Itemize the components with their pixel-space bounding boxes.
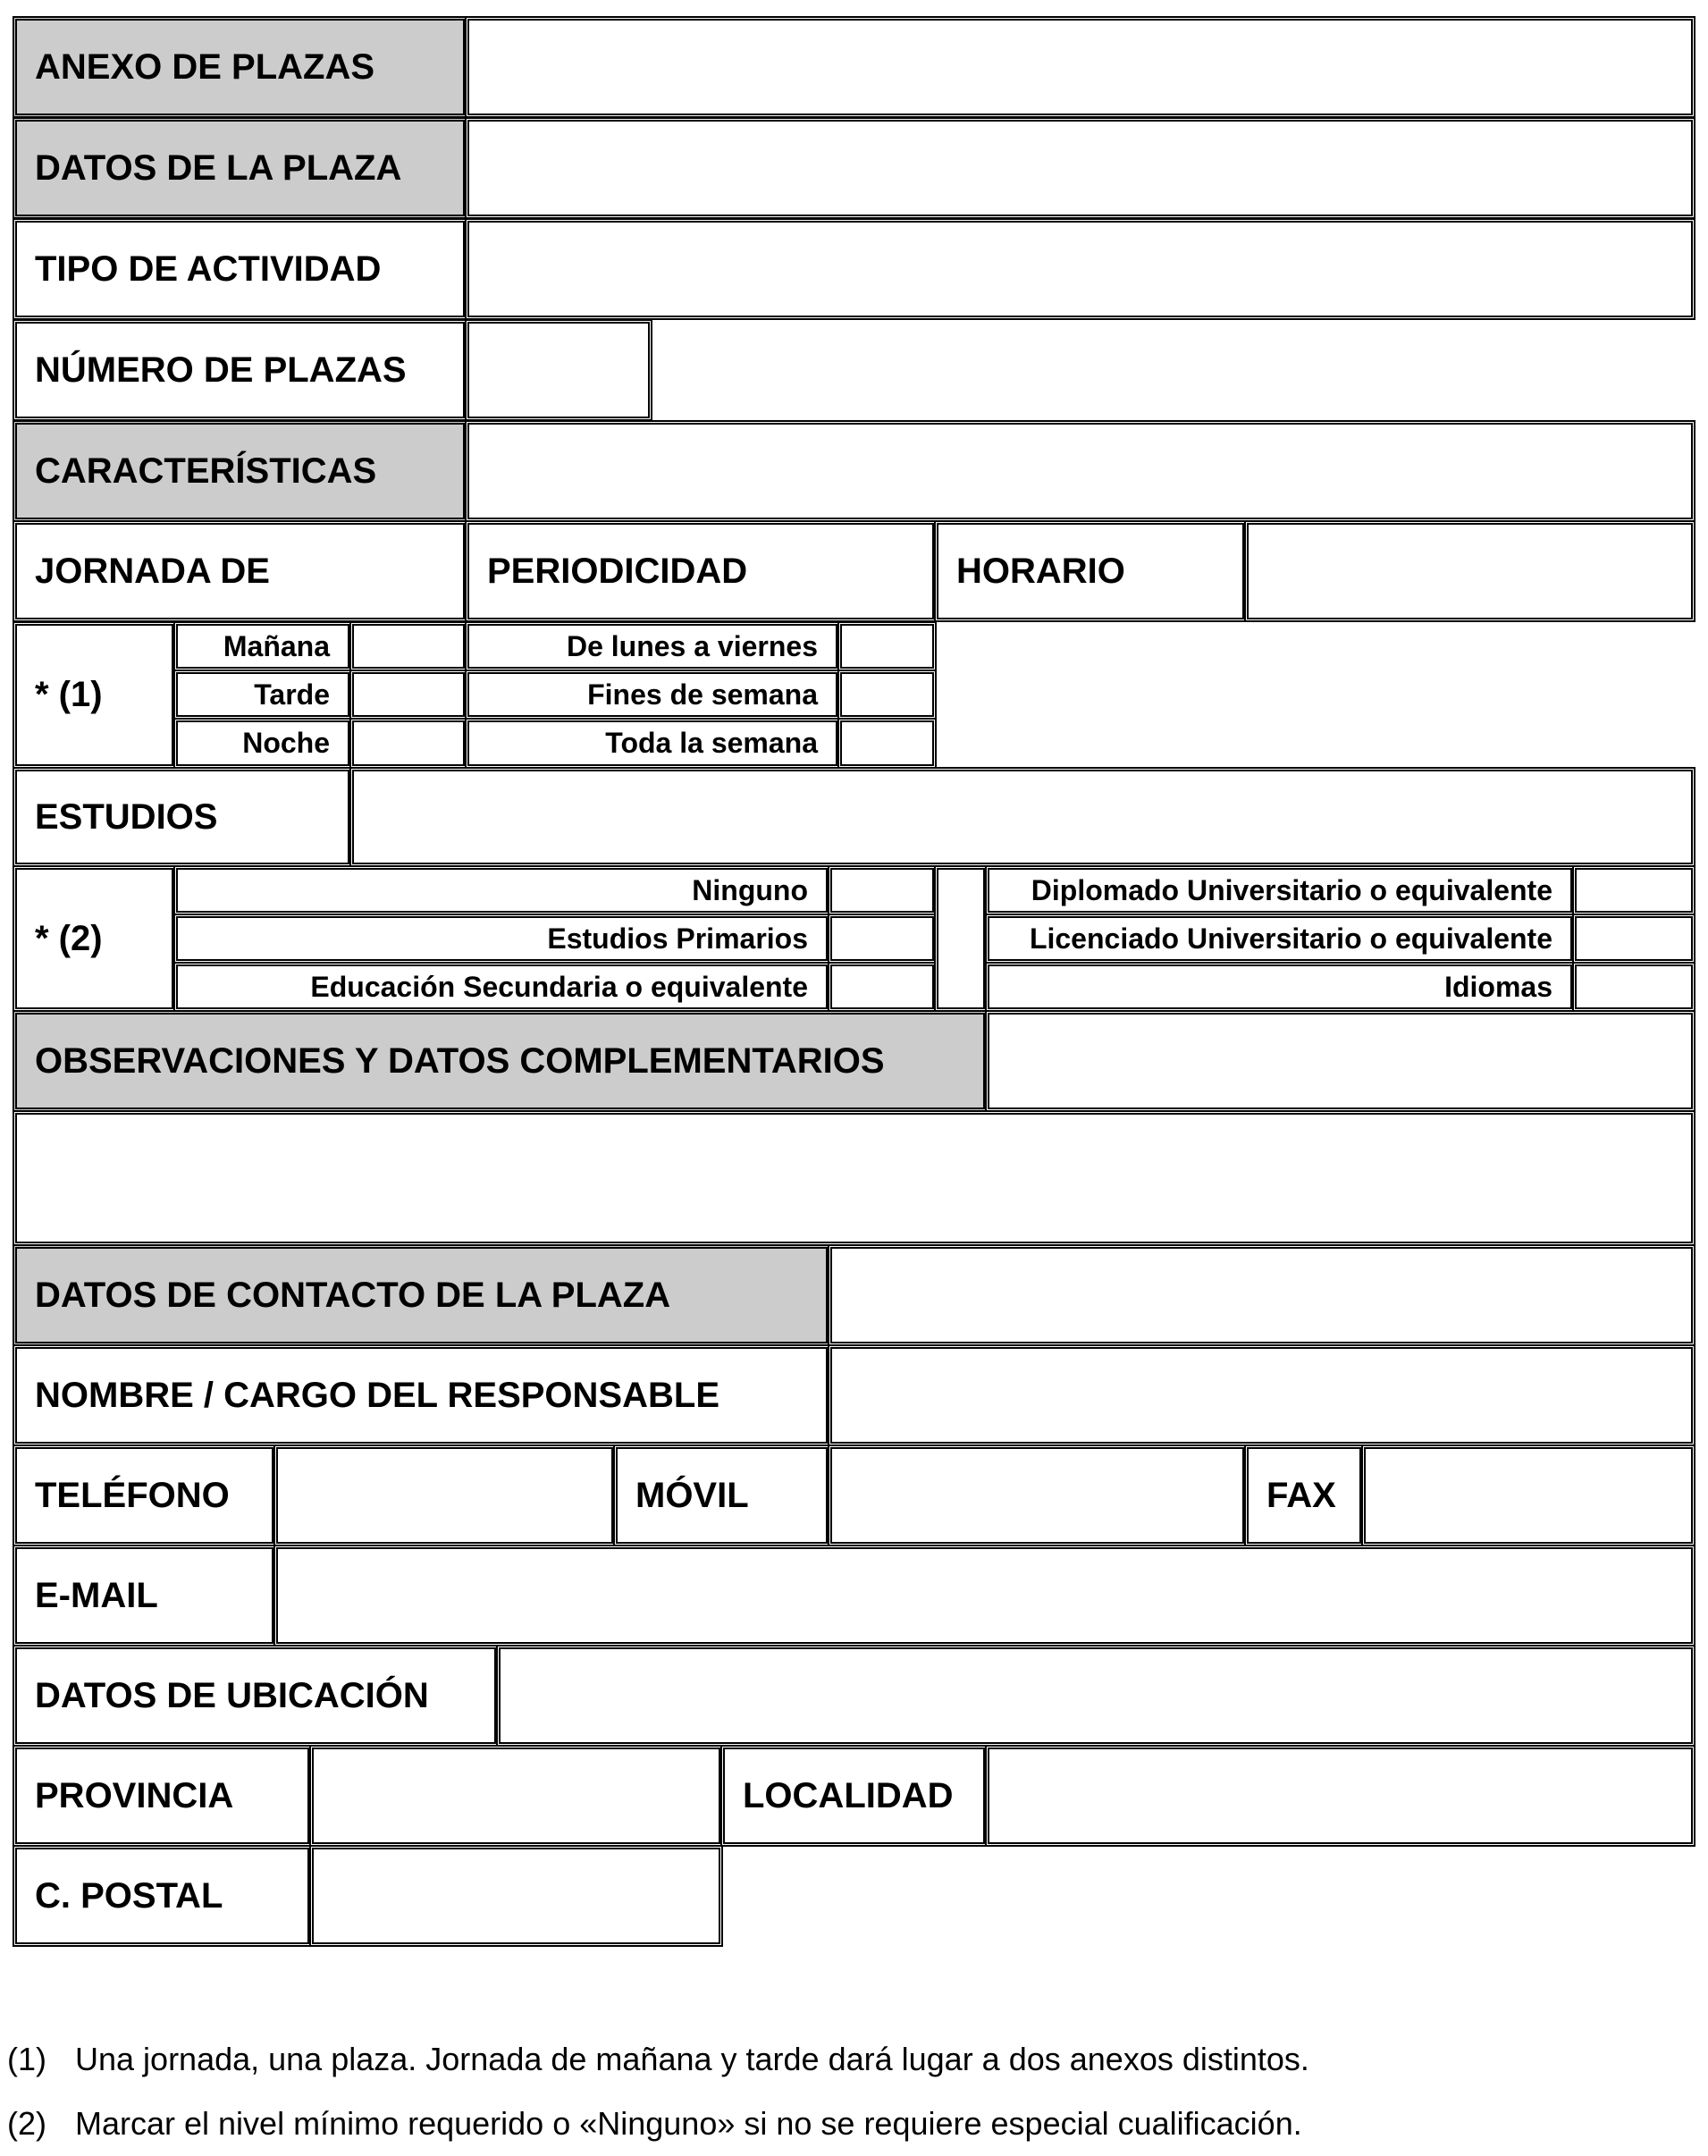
estudios-spacer [934, 865, 988, 1012]
provincia-field[interactable] [309, 1745, 723, 1847]
numero-de-plazas-label: NÚMERO DE PLAZAS [13, 319, 467, 421]
movil-label: MÓVIL [613, 1444, 830, 1546]
periodicidad-header: PERIODICIDAD [465, 520, 937, 622]
tipo-de-actividad-label: TIPO DE ACTIVIDAD [13, 218, 467, 320]
estudios-option-secundaria: Educación Secundaria o equivalente [173, 962, 830, 1012]
datos-contacto-field[interactable] [828, 1244, 1695, 1346]
horario-header: HORARIO [934, 520, 1247, 622]
anexo-de-plazas-label: ANEXO DE PLAZAS [13, 16, 467, 118]
estudios-checkbox-diplomado[interactable] [1572, 865, 1695, 915]
observaciones-label: OBSERVACIONES Y DATOS COMPLEMENTARIOS [13, 1010, 988, 1112]
anexo-de-plazas-field[interactable] [465, 16, 1695, 118]
ref-1-label: * (1) [13, 621, 176, 769]
jornada-option-noche: Noche [173, 718, 352, 769]
periodicidad-checkbox-fines-semana[interactable] [837, 670, 937, 720]
c-postal-label: C. POSTAL [13, 1845, 312, 1947]
estudios-option-primarios: Estudios Primarios [173, 914, 830, 964]
jornada-checkbox-tarde[interactable] [349, 670, 467, 720]
observaciones-header-field[interactable] [985, 1010, 1695, 1112]
estudios-option-licenciado: Licenciado Universitario o equivalente [985, 914, 1575, 964]
estudios-field[interactable] [349, 767, 1695, 867]
email-field[interactable] [273, 1545, 1695, 1646]
numero-de-plazas-field[interactable] [465, 319, 652, 421]
movil-field[interactable] [828, 1444, 1247, 1546]
nombre-cargo-field[interactable] [828, 1344, 1695, 1446]
datos-ubicacion-label: DATOS DE UBICACIÓN [13, 1645, 499, 1747]
periodicidad-option-lunes-viernes: De lunes a viernes [465, 621, 840, 671]
telefono-field[interactable] [273, 1444, 616, 1546]
periodicidad-checkbox-toda-semana[interactable] [837, 718, 937, 769]
estudios-checkbox-idiomas[interactable] [1572, 962, 1695, 1012]
datos-de-la-plaza-label: DATOS DE LA PLAZA [13, 117, 467, 219]
estudios-label: ESTUDIOS [13, 767, 352, 867]
datos-de-la-plaza-field[interactable] [465, 117, 1695, 219]
footnote-2: (2) Marcar el nivel mínimo requerido o «Ninguno» si no se requiere especial cualificación. [7, 2105, 1302, 2142]
horario-field[interactable] [1244, 520, 1695, 622]
jornada-checkbox-noche[interactable] [349, 718, 467, 769]
telefono-label: TELÉFONO [13, 1444, 276, 1546]
estudios-checkbox-secundaria[interactable] [828, 962, 937, 1012]
jornada-de-header: JORNADA DE [13, 520, 467, 622]
email-label: E-MAIL [13, 1545, 276, 1646]
estudios-checkbox-ninguno[interactable] [828, 865, 937, 915]
fax-field[interactable] [1361, 1444, 1695, 1546]
periodicidad-option-fines-semana: Fines de semana [465, 670, 840, 720]
jornada-option-manana: Mañana [173, 621, 352, 671]
jornada-checkbox-manana[interactable] [349, 621, 467, 671]
c-postal-field[interactable] [309, 1845, 723, 1947]
tipo-de-actividad-field[interactable] [465, 218, 1695, 320]
footnote-1: (1) Una jornada, una plaza. Jornada de mañana y tarde dará lugar a dos anexos distintos. [7, 2041, 1309, 2077]
periodicidad-option-toda-semana: Toda la semana [465, 718, 840, 769]
localidad-label: LOCALIDAD [720, 1745, 988, 1847]
localidad-field[interactable] [985, 1745, 1695, 1847]
fax-label: FAX [1244, 1444, 1364, 1546]
provincia-label: PROVINCIA [13, 1745, 312, 1847]
estudios-option-ninguno: Ninguno [173, 865, 830, 915]
observaciones-field[interactable] [13, 1110, 1695, 1246]
estudios-checkbox-licenciado[interactable] [1572, 914, 1695, 964]
periodicidad-checkbox-lunes-viernes[interactable] [837, 621, 937, 671]
nombre-cargo-label: NOMBRE / CARGO DEL RESPONSABLE [13, 1344, 830, 1446]
caracteristicas-field[interactable] [465, 420, 1695, 522]
datos-contacto-label: DATOS DE CONTACTO DE LA PLAZA [13, 1244, 830, 1346]
footnotes [7, 2027, 1696, 2156]
jornada-option-tarde: Tarde [173, 670, 352, 720]
estudios-checkbox-primarios[interactable] [828, 914, 937, 964]
datos-ubicacion-field[interactable] [496, 1645, 1695, 1747]
estudios-option-diplomado: Diplomado Universitario o equivalente [985, 865, 1575, 915]
caracteristicas-label: CARACTERÍSTICAS [13, 420, 467, 522]
ref-2-label: * (2) [13, 865, 176, 1012]
estudios-option-idiomas: Idiomas [985, 962, 1575, 1012]
